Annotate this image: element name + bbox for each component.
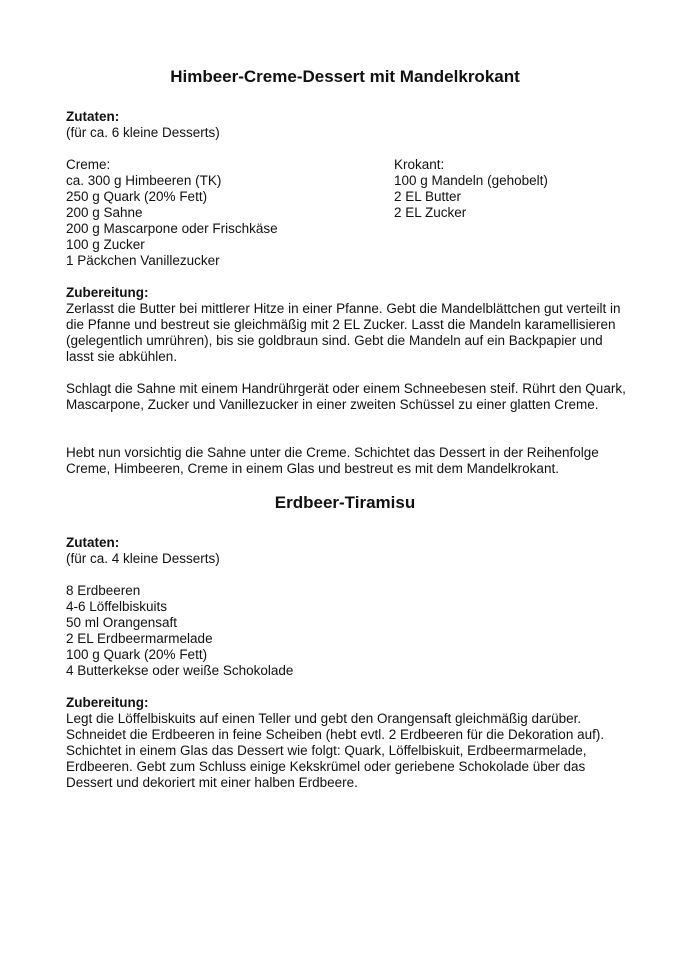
ingredient-item: 2 EL Zucker <box>394 205 467 220</box>
ingredient-item: 100 g Zucker <box>66 237 145 252</box>
ingredient-item: 4-6 Löffelbiskuits <box>66 599 168 614</box>
recipe-1-preparation <box>66 285 626 365</box>
creme-ingredient-list <box>66 173 386 269</box>
ingredient-item: 100 g Mandeln (gehobelt) <box>394 173 548 188</box>
ingredient-item: 1 Päckchen Vanillezucker <box>66 253 220 268</box>
recipe-2-title: Erdbeer-Tiramisu <box>274 493 416 512</box>
recipe-1-step-2 <box>66 381 626 413</box>
recipe-2-ingredients-label: Zutaten: <box>66 535 120 550</box>
recipe-1-preparation-label: Zubereitung: <box>66 285 149 300</box>
creme-group-title: Creme: <box>66 157 111 172</box>
ingredient-item: 2 EL Butter <box>394 189 462 204</box>
tiramisu-ingredient-list <box>66 583 626 679</box>
recipe-2-ingredients-header <box>66 535 626 567</box>
recipe-1-ingredients-header <box>66 109 626 141</box>
recipe-1-krokant-group <box>394 157 634 221</box>
ingredient-item: ca. 300 g Himbeeren (TK) <box>66 173 222 188</box>
recipe-1-step-3 <box>66 445 626 477</box>
ingredient-item: 200 g Mascarpone oder Frischkäse <box>66 221 278 236</box>
ingredient-item: 50 ml Orangensaft <box>66 615 178 630</box>
ingredient-item: 200 g Sahne <box>66 205 143 220</box>
preparation-step: Zerlasst die Butter bei mittlerer Hitze in einer Pfanne. Gebt die Mandelblättchen gut verteilt in die Pfanne und bestreut sie gleichmäßig mit 2 EL Zucker. Lasst die Mandeln karamellisieren (gelegentlich umrühren), bis sie goldbraun sind. Gebt die Mandeln auf ein Backpapier und lasst sie abkühlen. <box>66 301 621 364</box>
ingredient-item: 2 EL Erdbeermarmelade <box>66 631 213 646</box>
ingredient-item: 250 g Quark (20% Fett) <box>66 189 208 204</box>
preparation-step: Schlagt die Sahne mit einem Handrührgerät oder einem Schneebesen steif. Rührt den Quark, Mascarpone, Zucker und Vanillezucker in einer zweiten Schüssel zu einer glatten Creme. <box>66 381 626 412</box>
ingredient-item: 100 g Quark (20% Fett) <box>66 647 208 662</box>
recipe-2-ingredient-list <box>66 583 626 679</box>
recipe-2-servings: (für ca. 4 kleine Desserts) <box>66 551 220 566</box>
recipe-2-preparation-label: Zubereitung: <box>66 695 149 710</box>
recipe-2-preparation <box>66 695 626 791</box>
krokant-ingredient-list <box>394 173 634 221</box>
krokant-group-title: Krokant: <box>394 157 445 172</box>
recipe-1-ingredients-label: Zutaten: <box>66 109 120 124</box>
recipe-1-creme-group <box>66 157 386 269</box>
ingredient-item: 8 Erdbeeren <box>66 583 141 598</box>
preparation-step: Legt die Löffelbiskuits auf einen Teller und gebt den Orangensaft gleichmäßig darüber. Schneidet die Erdbeeren in feine Scheiben (hebt evtl. 2 Erdbeeren für die Dekoration auf). Schichtet in einem Glas das Dessert wie folgt: Quark, Löffelbiskuit, Erdbeermarmelade, Erdbeeren. Gebt zum Schluss einige Kekskrümel oder geriebene Schokolade über das Dessert und dekoriert mit einer halben Erdbeere. <box>66 711 605 790</box>
recipe-1-servings: (für ca. 6 kleine Desserts) <box>66 125 220 140</box>
recipe-1-title: Himbeer-Creme-Dessert mit Mandelkrokant <box>170 67 520 86</box>
preparation-step: Hebt nun vorsichtig die Sahne unter die Creme. Schichtet das Dessert in der Reihenfolge Creme, Himbeeren, Creme in einem Glas und bestreut es mit dem Mandelkrokant. <box>66 445 599 476</box>
ingredient-item: 4 Butterkekse oder weiße Schokolade <box>66 663 294 678</box>
